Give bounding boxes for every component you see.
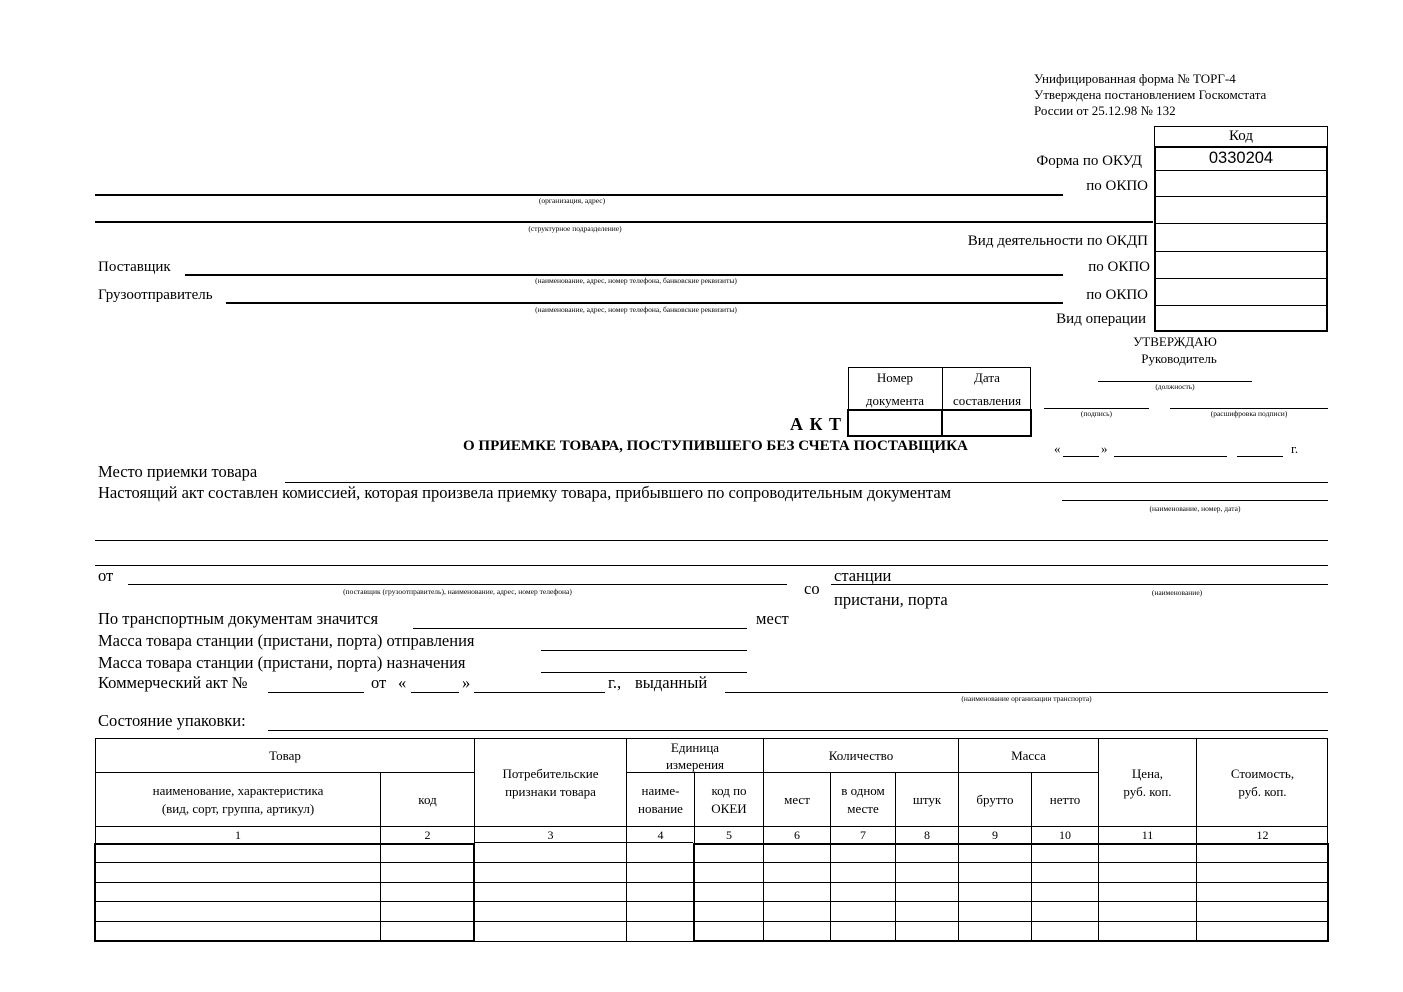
- okpo-label: по ОКПО: [1086, 178, 1148, 194]
- mass-depart-line[interactable]: [541, 650, 747, 651]
- code-title: Код: [1229, 128, 1253, 144]
- col-unit-l2: измерения: [665, 757, 725, 772]
- commercial-day-line[interactable]: [411, 692, 459, 693]
- form-name: Унифицированная форма № ТОРГ-4: [1034, 71, 1236, 86]
- okud-code-value[interactable]: 0330204: [1208, 149, 1274, 167]
- col-number-2: 2: [424, 828, 431, 842]
- continuation-line-1[interactable]: [95, 540, 1328, 541]
- form-approval: Утверждена постановлением Госкомстата: [1034, 87, 1267, 102]
- col-number-11: 11: [1141, 828, 1154, 842]
- okdp-label: Вид деятельности по ОКДП: [967, 233, 1148, 249]
- col-q-one-l2: месте: [847, 801, 879, 816]
- doc-date-title-2: составления: [952, 393, 1022, 408]
- continuation-line-2[interactable]: [95, 565, 1328, 566]
- col-unit-code-l1: код по: [711, 783, 747, 798]
- from-line[interactable]: [128, 584, 787, 585]
- doc-date-title-1: Дата: [974, 370, 1000, 385]
- division-line[interactable]: [95, 221, 1153, 223]
- values-entry-block[interactable]: [693, 843, 1329, 942]
- approve-month-line[interactable]: [1114, 456, 1227, 457]
- operation-label: Вид операции: [1056, 311, 1146, 327]
- col-consumer-l1: Потребительские: [502, 766, 599, 781]
- col-q-places: мест: [784, 791, 810, 807]
- from-hint: (поставщик (грузоотправитель), наименование, адрес, номер телефона): [343, 587, 572, 596]
- col-goods-code: код: [418, 791, 437, 807]
- col-goods-header: Товар: [269, 747, 301, 763]
- col-cost-l1: Стоимость,: [1230, 766, 1295, 781]
- places-label: мест: [756, 609, 789, 628]
- transport-docs-label: По транспортным документам значится: [98, 609, 379, 628]
- station-line[interactable]: [898, 584, 1328, 585]
- col-consumer-l2: признаки товара: [505, 784, 596, 799]
- place-label: Место приемки товара: [98, 462, 258, 481]
- col-cost-l2: руб. коп.: [1238, 784, 1287, 799]
- col-unit-l1: Единица: [670, 740, 720, 755]
- akt-title: А К Т: [790, 414, 843, 434]
- mass-dest-label: Масса товара станции (пристани, порта) назначения: [98, 653, 466, 672]
- approve-title: УТВЕРЖДАЮ: [1133, 334, 1217, 349]
- goods-entry-block[interactable]: [94, 843, 475, 942]
- so-label: со: [804, 579, 820, 598]
- mass-depart-label: Масса товара станции (пристани, порта) отправления: [98, 631, 475, 650]
- commercial-act-number-line[interactable]: [268, 692, 364, 693]
- col-number-12: 12: [1256, 828, 1269, 842]
- shipper-label: Грузоотправитель: [98, 287, 213, 303]
- col-number-9: 9: [992, 828, 998, 842]
- commercial-quote-open: «: [398, 673, 407, 692]
- accompanying-docs-line[interactable]: [1062, 500, 1328, 501]
- doc-number-title-1: Номер: [876, 370, 914, 385]
- okud-label: Форма по ОКУД: [1036, 153, 1142, 169]
- col-q-pieces: штук: [912, 791, 942, 807]
- approve-year-line[interactable]: [1237, 456, 1283, 457]
- col-unit-code-l2: ОКЕИ: [711, 801, 747, 816]
- col-goods-name-l1: наименование, характеристика: [152, 783, 324, 798]
- doc-number-title-2: документа: [865, 393, 925, 408]
- shipper-hint: (наименование, адрес, номер телефона, банковские реквизиты): [535, 305, 737, 314]
- doc-date-field[interactable]: [941, 409, 1032, 437]
- commercial-from-label: от: [371, 673, 387, 692]
- col-number-1: 1: [235, 828, 241, 842]
- col-unit-name-l1: наиме-: [641, 783, 680, 798]
- col-number-5: 5: [726, 828, 732, 842]
- col-goods-name-l2: (вид, сорт, группа, артикул): [161, 801, 315, 816]
- col-quantity-header: Количество: [828, 747, 894, 763]
- akt-subtitle: О ПРИЕМКЕ ТОВАРА, ПОСТУПИВШЕГО БЕЗ СЧЕТА ПОСТАВЩИКА: [463, 438, 968, 454]
- col-mass-header: Масса: [1011, 747, 1046, 763]
- col-number-3: 3: [547, 828, 554, 842]
- signature-decode-hint: (расшифровка подписи): [1210, 409, 1288, 418]
- col-number-6: 6: [794, 828, 800, 842]
- col-number-7: 7: [860, 828, 866, 842]
- approve-year-suffix: г.: [1291, 441, 1299, 456]
- form-approval-date: России от 25.12.98 № 132: [1034, 103, 1176, 118]
- position-hint: (должность): [1155, 382, 1195, 391]
- col-mass-net: нетто: [1049, 791, 1081, 807]
- approve-head: Руководитель: [1141, 351, 1217, 366]
- col-number-10: 10: [1059, 828, 1071, 842]
- organization-hint: (организация, адрес): [538, 196, 606, 205]
- approve-quote-open: «: [1054, 441, 1061, 456]
- packaging-line[interactable]: [268, 730, 1328, 731]
- station-hint: (наименование): [1151, 588, 1203, 597]
- transport-org-hint: (наименование организации транспорта): [961, 694, 1092, 703]
- station-label: станции: [834, 566, 892, 585]
- pier-label: пристани, порта: [834, 590, 948, 609]
- col-number-8: 8: [924, 828, 930, 842]
- shipper-line[interactable]: [226, 302, 1063, 304]
- doc-number-field[interactable]: [847, 409, 943, 437]
- from-label: от: [98, 566, 114, 585]
- transport-org-line[interactable]: [725, 692, 1328, 693]
- division-hint: (структурное подразделение): [528, 224, 622, 233]
- packaging-label: Состояние упаковки:: [98, 711, 246, 730]
- col-number-4: 4: [657, 828, 664, 842]
- accompanying-docs-hint: (наименование, номер, дата): [1149, 504, 1241, 513]
- supplier-okpo-label: по ОКПО: [1088, 259, 1150, 275]
- approve-quote-close: »: [1101, 441, 1108, 456]
- col-mass-gross: брутто: [976, 791, 1014, 807]
- approve-day-line[interactable]: [1063, 456, 1099, 457]
- supplier-label: Поставщик: [98, 259, 171, 275]
- issued-label: выданный: [635, 673, 708, 692]
- commercial-act-label: Коммерческий акт №: [98, 673, 248, 692]
- col-price-l2: руб. коп.: [1123, 784, 1172, 799]
- shipper-okpo-label: по ОКПО: [1086, 287, 1148, 303]
- commercial-month-line[interactable]: [474, 692, 605, 693]
- col-unit-name-l2: нование: [638, 801, 683, 816]
- commercial-year-label: г.,: [608, 673, 622, 692]
- transport-places-line[interactable]: [413, 628, 747, 629]
- supplier-hint: (наименование, адрес, номер телефона, банковские реквизиты): [535, 276, 737, 285]
- col-price-l1: Цена,: [1131, 766, 1164, 781]
- commercial-quote-close: »: [462, 673, 471, 692]
- col-q-one-l1: в одном: [841, 783, 885, 798]
- commission-text: Настоящий акт составлен комиссией, которая произвела приемку товара, прибывшего по сопроводительным документам: [98, 483, 952, 502]
- signature-hint: (подпись): [1080, 409, 1113, 418]
